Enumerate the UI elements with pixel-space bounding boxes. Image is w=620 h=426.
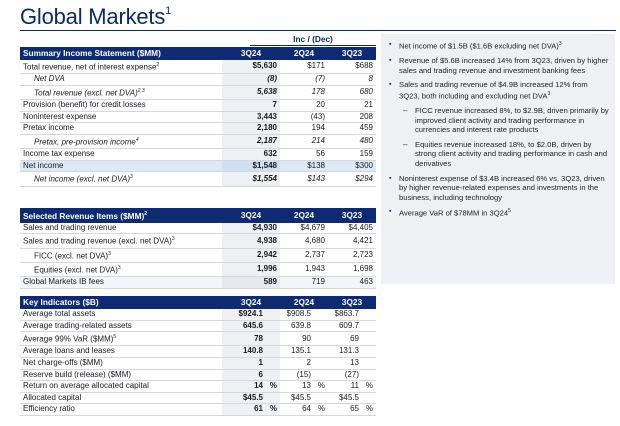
income-cell-c1: $5,630 <box>222 60 280 74</box>
revenue-cell-c3: 463 <box>328 277 376 289</box>
indicator-row-label: Efficiency ratio <box>20 404 222 416</box>
income-header-label: Summary Income Statement ($MM) <box>20 47 222 60</box>
income-cell-c1: 2,187 <box>222 134 280 148</box>
indicator-header-c3: 3Q23 <box>328 296 376 309</box>
income-row-label: Total revenue (excl. net DVA)$^{2,3}$ <box>20 85 222 99</box>
indicator-cell-c1: 1 <box>222 358 280 370</box>
income-cell-c3: $300 <box>328 160 376 172</box>
indicator-cell-c2: 639.8 <box>280 320 328 332</box>
commentary-bullet: ▪ Net income of $1.5B ($1.6B excluding net DVA)$^3$ <box>387 40 609 51</box>
income-cell-c3: 21 <box>328 100 376 112</box>
income-row-label: Pretax income <box>20 123 222 135</box>
indicator-row <box>20 404 376 416</box>
income-cell-c2: 194 <box>280 123 328 135</box>
revenue-header-row <box>20 208 376 223</box>
indicator-cell-c2: 13 % <box>280 381 328 393</box>
revenue-row <box>20 234 376 248</box>
income-cell-c2: 20 <box>280 100 328 112</box>
income-row-label: Net income (excl. net DVA)$^3$ <box>20 172 222 186</box>
income-row <box>20 74 376 86</box>
indicator-row <box>20 381 376 393</box>
income-cell-c3: $688 <box>328 60 376 74</box>
indicator-row-label: Allocated capital <box>20 392 222 404</box>
revenue-cell-c1: 589 <box>222 277 280 289</box>
indicator-header-c2: 2Q24 <box>280 296 328 309</box>
indicator-cell-c3: $863.7 <box>328 309 376 320</box>
indicator-row-label: Return on average allocated capital <box>20 381 222 393</box>
indicator-cell-c2: 90 <box>280 332 328 346</box>
income-header-c1: 3Q24 <box>222 47 280 60</box>
indicator-cell-c3: 131.3 <box>328 346 376 358</box>
commentary-bullet: – FICC revenue increased 8%, to $2.9B, driven primarily by improved client activity and trading performance in currencies and interest rate products <box>387 106 609 135</box>
revenue-cell-c3: $4,405 <box>328 223 376 234</box>
revenue-items-table <box>20 208 376 289</box>
income-cell-c3: 680 <box>328 85 376 99</box>
commentary-bullet: ▪ Noninterest expense of $3.4B increased 6% vs. 3Q23, driven by higher revenue-related expenses and investments in the business, including technology <box>387 174 609 203</box>
income-header-row <box>20 47 376 60</box>
indicator-cell-c1: 140.8 <box>222 346 280 358</box>
income-cell-c2: 214 <box>280 134 328 148</box>
indicator-cell-c2: $908.5 <box>280 309 328 320</box>
income-cell-c2: (43) <box>280 111 328 123</box>
indicator-cell-c3: 65 % <box>328 404 376 416</box>
indicator-cell-c3: 609.7 <box>328 320 376 332</box>
income-cell-c2: $143 <box>280 172 328 186</box>
revenue-cell-c1: 1,996 <box>222 262 280 276</box>
commentary-bullet: ▪ Sales and trading revenue of $4.9B increased 12% from 3Q23, both including and excluding net DVA$^3$ <box>387 80 609 101</box>
indicator-cell-c1: 78 <box>222 332 280 346</box>
indicator-header-c1: 3Q24 <box>222 296 280 309</box>
indicator-cell-c3: (27) <box>328 369 376 381</box>
revenue-row-label: Sales and trading revenue (excl. net DVA)$^3$ <box>20 234 222 248</box>
revenue-row <box>20 262 376 276</box>
indicator-row <box>20 369 376 381</box>
income-cell-c3: 159 <box>328 149 376 161</box>
income-row <box>20 160 376 172</box>
income-row-label: Provision (benefit) for credit losses <box>20 100 222 112</box>
income-cell-c1: 5,638 <box>222 85 280 99</box>
revenue-cell-c1: $4,930 <box>222 223 280 234</box>
income-cell-c1: $1,554 <box>222 172 280 186</box>
indicator-row <box>20 392 376 404</box>
income-cell-c2: (7) <box>280 74 328 86</box>
income-cell-c3: 459 <box>328 123 376 135</box>
indicator-cell-c3: 11 % <box>328 381 376 393</box>
revenue-cell-c2: 2,737 <box>280 248 328 262</box>
indicator-header-label: Key Indicators ($B) <box>20 296 222 309</box>
key-indicators-table <box>20 296 376 416</box>
indicator-row-label: Average trading-related assets <box>20 320 222 332</box>
indicator-cell-c2: 135.1 <box>280 346 328 358</box>
indicator-row <box>20 309 376 320</box>
indicator-row-label: Average loans and leases <box>20 346 222 358</box>
commentary-list <box>381 34 615 219</box>
revenue-row <box>20 223 376 234</box>
income-header-c3: 3Q23 <box>328 47 376 60</box>
income-row-label: Pretax, pre-provision income$^4$ <box>20 134 222 148</box>
indicator-cell-c2: 2 <box>280 358 328 370</box>
income-row-label: Income tax expense <box>20 149 222 161</box>
revenue-row-label: Global Markets IB fees <box>20 277 222 289</box>
income-cell-c3: 480 <box>328 134 376 148</box>
revenue-cell-c2: 4,680 <box>280 234 328 248</box>
income-cell-c2: $171 <box>280 60 328 74</box>
income-row <box>20 134 376 148</box>
income-row <box>20 172 376 186</box>
revenue-row <box>20 248 376 262</box>
indicator-cell-c1: 6 <box>222 369 280 381</box>
income-cell-c2: 56 <box>280 149 328 161</box>
indicator-row-label: Average total assets <box>20 309 222 320</box>
income-row-label: Net DVA <box>20 74 222 86</box>
indicator-cell-c3: $45.5 <box>328 392 376 404</box>
revenue-cell-c1: 4,938 <box>222 234 280 248</box>
income-cell-c3: $294 <box>328 172 376 186</box>
indicator-row-label: Net charge-offs ($MM) <box>20 358 222 370</box>
income-statement-table <box>20 47 376 187</box>
income-row <box>20 85 376 99</box>
income-row <box>20 60 376 74</box>
indicator-cell-c1: 645.6 <box>222 320 280 332</box>
indicator-cell-c2: (15) <box>280 369 328 381</box>
income-row <box>20 123 376 135</box>
indicator-header-row <box>20 296 376 309</box>
indicator-row-label: Average 99% VaR ($MM)$^5$ <box>20 332 222 346</box>
revenue-row-label: FICC (excl. net DVA)$^3$ <box>20 248 222 262</box>
income-cell-c1: 7 <box>222 100 280 112</box>
indicator-cell-c1: $45.5 <box>222 392 280 404</box>
revenue-cell-c3: 1,698 <box>328 262 376 276</box>
commentary-panel <box>381 34 615 284</box>
income-row <box>20 111 376 123</box>
income-cell-c2: $138 <box>280 160 328 172</box>
income-row-label: Net income <box>20 160 222 172</box>
revenue-header-label: Selected Revenue Items ($MM)$^2$ <box>20 208 222 223</box>
income-row <box>20 149 376 161</box>
revenue-cell-c3: 2,723 <box>328 248 376 262</box>
title-rule <box>20 30 616 31</box>
revenue-header-c1: 3Q24 <box>222 208 280 223</box>
income-cell-c1: 3,443 <box>222 111 280 123</box>
commentary-bullet: ▪ Revenue of $5.6B increased 14% from 3Q23, driven by higher sales and trading revenue and investment banking fees <box>387 56 609 75</box>
revenue-cell-c2: 719 <box>280 277 328 289</box>
income-cell-c3: 208 <box>328 111 376 123</box>
indicator-cell-c1: 61 % <box>222 404 280 416</box>
income-row <box>20 100 376 112</box>
revenue-header-c2: 2Q24 <box>280 208 328 223</box>
indicator-cell-c3: 13 <box>328 358 376 370</box>
indicator-cell-c1: $924.1 <box>222 309 280 320</box>
revenue-cell-c1: 2,942 <box>222 248 280 262</box>
revenue-row-label: Sales and trading revenue <box>20 223 222 234</box>
indicator-row <box>20 320 376 332</box>
income-header-c2: 2Q24 <box>280 47 328 60</box>
commentary-bullet: ▪ Average VaR of $78MM in $3Q24^5$ <box>387 207 609 218</box>
revenue-cell-c3: 4,421 <box>328 234 376 248</box>
revenue-header-c3: 3Q23 <box>328 208 376 223</box>
indicator-cell-c1: 14 % <box>222 381 280 393</box>
income-cell-c1: (8) <box>222 74 280 86</box>
revenue-cell-c2: $4,679 <box>280 223 328 234</box>
income-row-label: Noninterest expense <box>20 111 222 123</box>
commentary-bullet: – Equities revenue increased 18%, to $2.0B, driven by strong client activity and trading performance in cash and derivatives <box>387 140 609 169</box>
indicator-row-label: Reserve build (release) ($MM) <box>20 369 222 381</box>
inc-dec-header: Inc / (Dec) <box>250 34 376 46</box>
income-cell-c1: $1,548 <box>222 160 280 172</box>
indicator-cell-c2: $45.5 <box>280 392 328 404</box>
page-title: Global Markets$^1$ <box>20 4 172 29</box>
indicator-row <box>20 358 376 370</box>
income-cell-c1: 632 <box>222 149 280 161</box>
indicator-row <box>20 346 376 358</box>
indicator-cell-c3: 69 <box>328 332 376 346</box>
revenue-cell-c2: 1,943 <box>280 262 328 276</box>
indicator-row <box>20 332 376 346</box>
revenue-row <box>20 277 376 289</box>
income-cell-c1: 2,180 <box>222 123 280 135</box>
income-cell-c3: 8 <box>328 74 376 86</box>
income-row-label: Total revenue, net of interest expense$^2$ <box>20 60 222 74</box>
income-cell-c2: 178 <box>280 85 328 99</box>
revenue-row-label: Equities (excl. net DVA)$^3$ <box>20 262 222 276</box>
indicator-cell-c2: 64 % <box>280 404 328 416</box>
